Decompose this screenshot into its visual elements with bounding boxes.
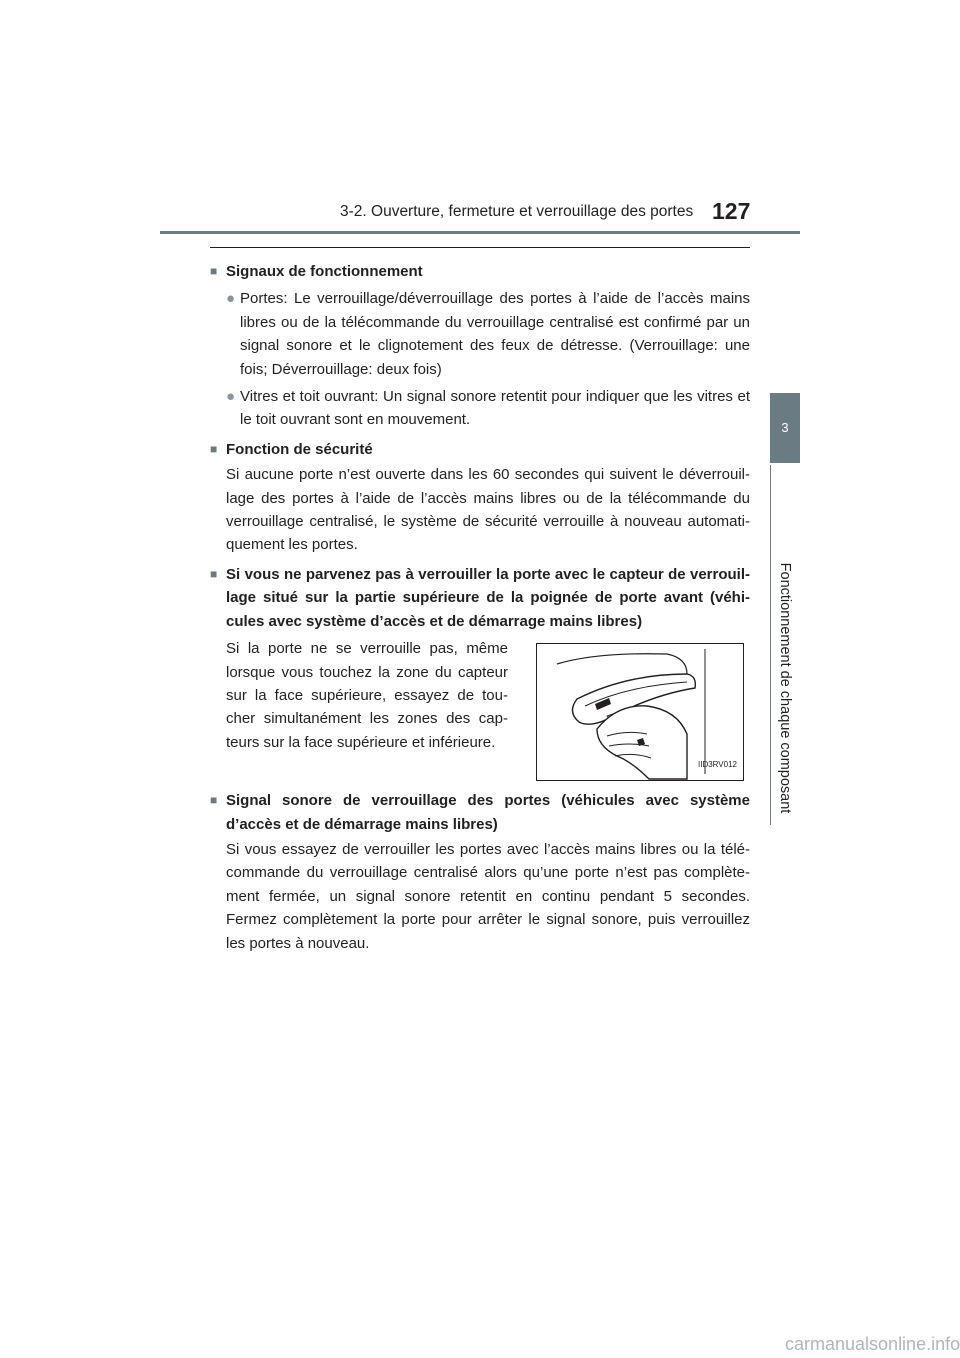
section-body-security: Si aucune porte n’est ouverte dans les 60 secondes qui suivent le déverrouil-lage des portes à l’aide de l’accès mains libres ou de la télécommande du verrouillage centralisé, le système de sécurité verrouille à nouveau automati-quement les portes.: [226, 466, 750, 554]
bullet-doors: ● Portes: Le verrouillage/déverrouillage des portes à l’aide de l’accès mains libres ou de la télécommande du verrouillage centralisé est confirmé par un signal sonore et le clignotement des feux de détresse. (Verrouillage: une fois; Déverrouillage: deux fois): [210, 287, 750, 381]
chapter-side-line: [770, 465, 771, 825]
circle-bullet-icon: ●: [226, 290, 236, 308]
chapter-tab: 3: [770, 393, 800, 463]
section-heading-security: ■ Fonction de sécurité: [210, 438, 750, 461]
figure-code: IID3RV012: [698, 759, 737, 769]
section-body-lock-buzzer: Si vous essayez de verrouiller les portes avec l’accès mains libres ou la télé-commande du verrouillage centralisé alors qu’une porte n’est pas complète-ment fermée, un signal sonore retentit en continu pendant 5 secondes. Fermez complètement la porte pour arrêter le signal sonore, puis verrouillez les portes à nouveau.: [226, 840, 750, 952]
header-rule: [160, 231, 800, 234]
page-number: 127: [712, 198, 751, 224]
circle-bullet-icon: ●: [226, 388, 236, 406]
running-header-section: 3-2. Ouverture, fermeture et verrouillage des portes: [340, 203, 694, 220]
chapter-side-label: Fonctionnement de chaque composant: [777, 562, 793, 814]
page-content: [210, 256, 750, 955]
section-heading-signals: ■ Signaux de fonctionnement: [210, 260, 750, 283]
square-bullet-icon: ■: [210, 264, 218, 278]
square-bullet-icon: ■: [210, 441, 218, 456]
section-heading-lock-buzzer: ■ Signal sonore de verrouillage des portes (véhicules avec système d’accès et de démarrage mains libres): [210, 789, 750, 836]
footer-watermark: carmanualsonline.info: [785, 1334, 960, 1354]
section-body-lock-sensor: Si la porte ne se verrouille pas, même lorsque vous touchez la zone du capteur sur la face supérieure, essayez de tou-cher simultanément les zones des cap-teurs sur la face supérieure et inférieure.: [226, 640, 508, 751]
bullet-windows: ● Vitres et toit ouvrant: Un signal sonore retentit pour indiquer que les vitres et le toit ouvrant sont en mouvement.: [210, 385, 750, 432]
lock-sensor-block: [210, 637, 750, 781]
section-heading-lock-sensor: ■ Si vous ne parvenez pas à verrouiller la porte avec le capteur de verrouil-lage situé sur la partie supérieure de la poignée de porte avant (véhi-cules avec système d’accès et de démarrage mains libres): [210, 563, 750, 633]
square-bullet-icon: ■: [210, 793, 218, 808]
content-top-rule: [210, 247, 750, 248]
square-bullet-icon: ■: [210, 566, 218, 581]
door-handle-illustration: [536, 643, 744, 781]
